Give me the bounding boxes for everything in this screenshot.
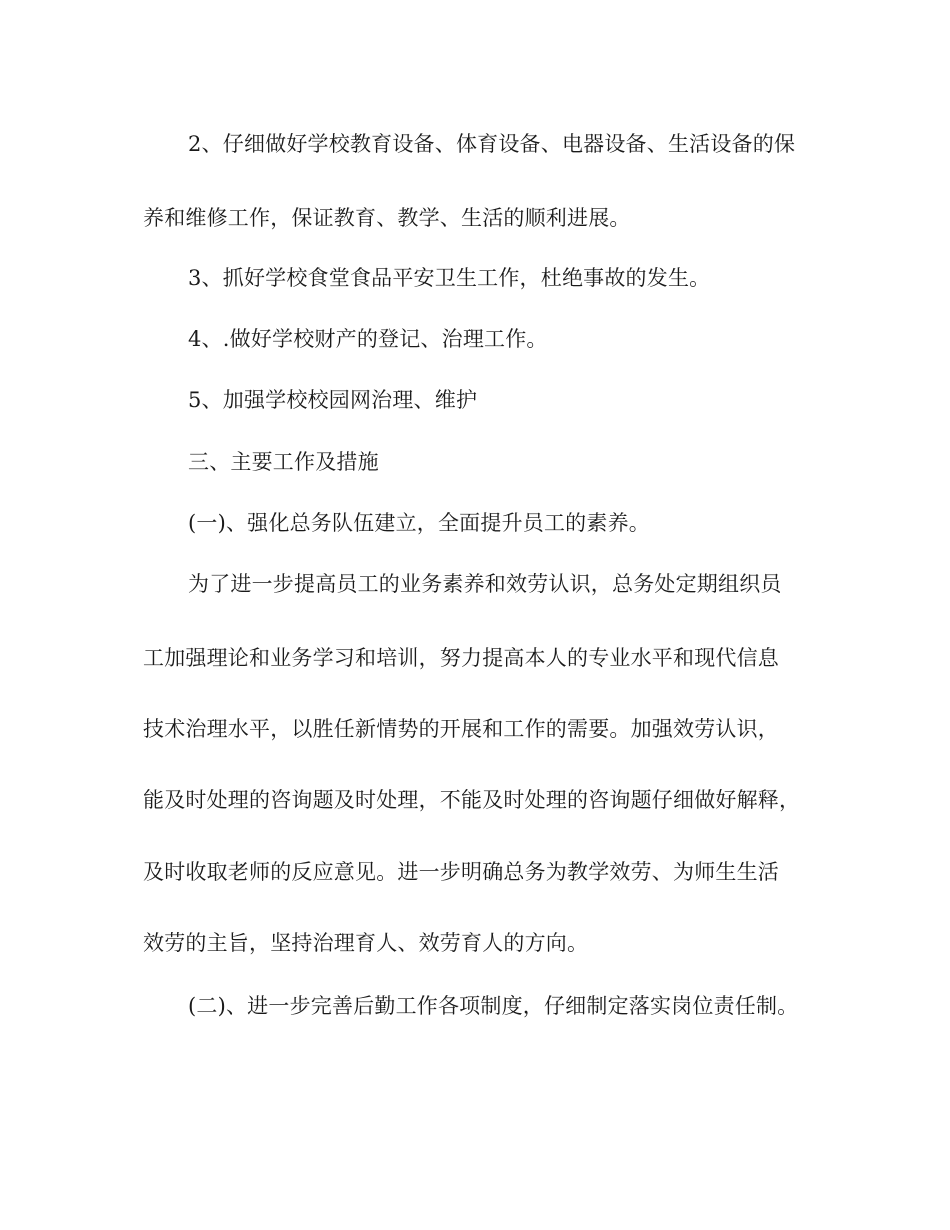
- paragraph-line: 4、.做好学校财产的登记、治理工作。: [188, 327, 548, 351]
- paragraph-line: 2、仔细做好学校教育设备、体育设备、电器设备、生活设备的保: [188, 132, 796, 156]
- paragraph-line: 工加强理论和业务学习和培训，努力提高本人的专业水平和现代信息: [143, 646, 779, 670]
- paragraph-line: 及时收取老师的反应意见。进一步明确总务为教学效劳、为师生生活: [143, 860, 779, 884]
- paragraph-line: 为了进一步提高员工的业务素养和效劳认识，总务处定期组织员: [188, 572, 782, 596]
- paragraph-line: 效劳的主旨，坚持治理育人、效劳育人的方向。: [143, 931, 589, 955]
- paragraph-line: 能及时处理的咨询题及时处理，不能及时处理的咨询题仔细做好解释，: [143, 788, 801, 812]
- paragraph-line: 技术治理水平，以胜任新情势的开展和工作的需要。加强效劳认识，: [143, 717, 779, 741]
- subsection-heading: (二)、进一步完善后勤工作各项制度，仔细制定落实岗位责任制。: [188, 994, 799, 1018]
- paragraph-line: 养和维修工作，保证教育、教学、生活的顺利进展。: [143, 206, 631, 230]
- subsection-heading: (一)、强化总务队伍建立，全面提升员工的素养。: [188, 511, 650, 535]
- section-heading: 三、主要工作及措施: [188, 450, 379, 474]
- paragraph-line: 3、抓好学校食堂食品平安卫生工作，杜绝事故的发生。: [188, 266, 711, 290]
- paragraph-line: 5、加强学校校园网治理、维护: [188, 388, 478, 412]
